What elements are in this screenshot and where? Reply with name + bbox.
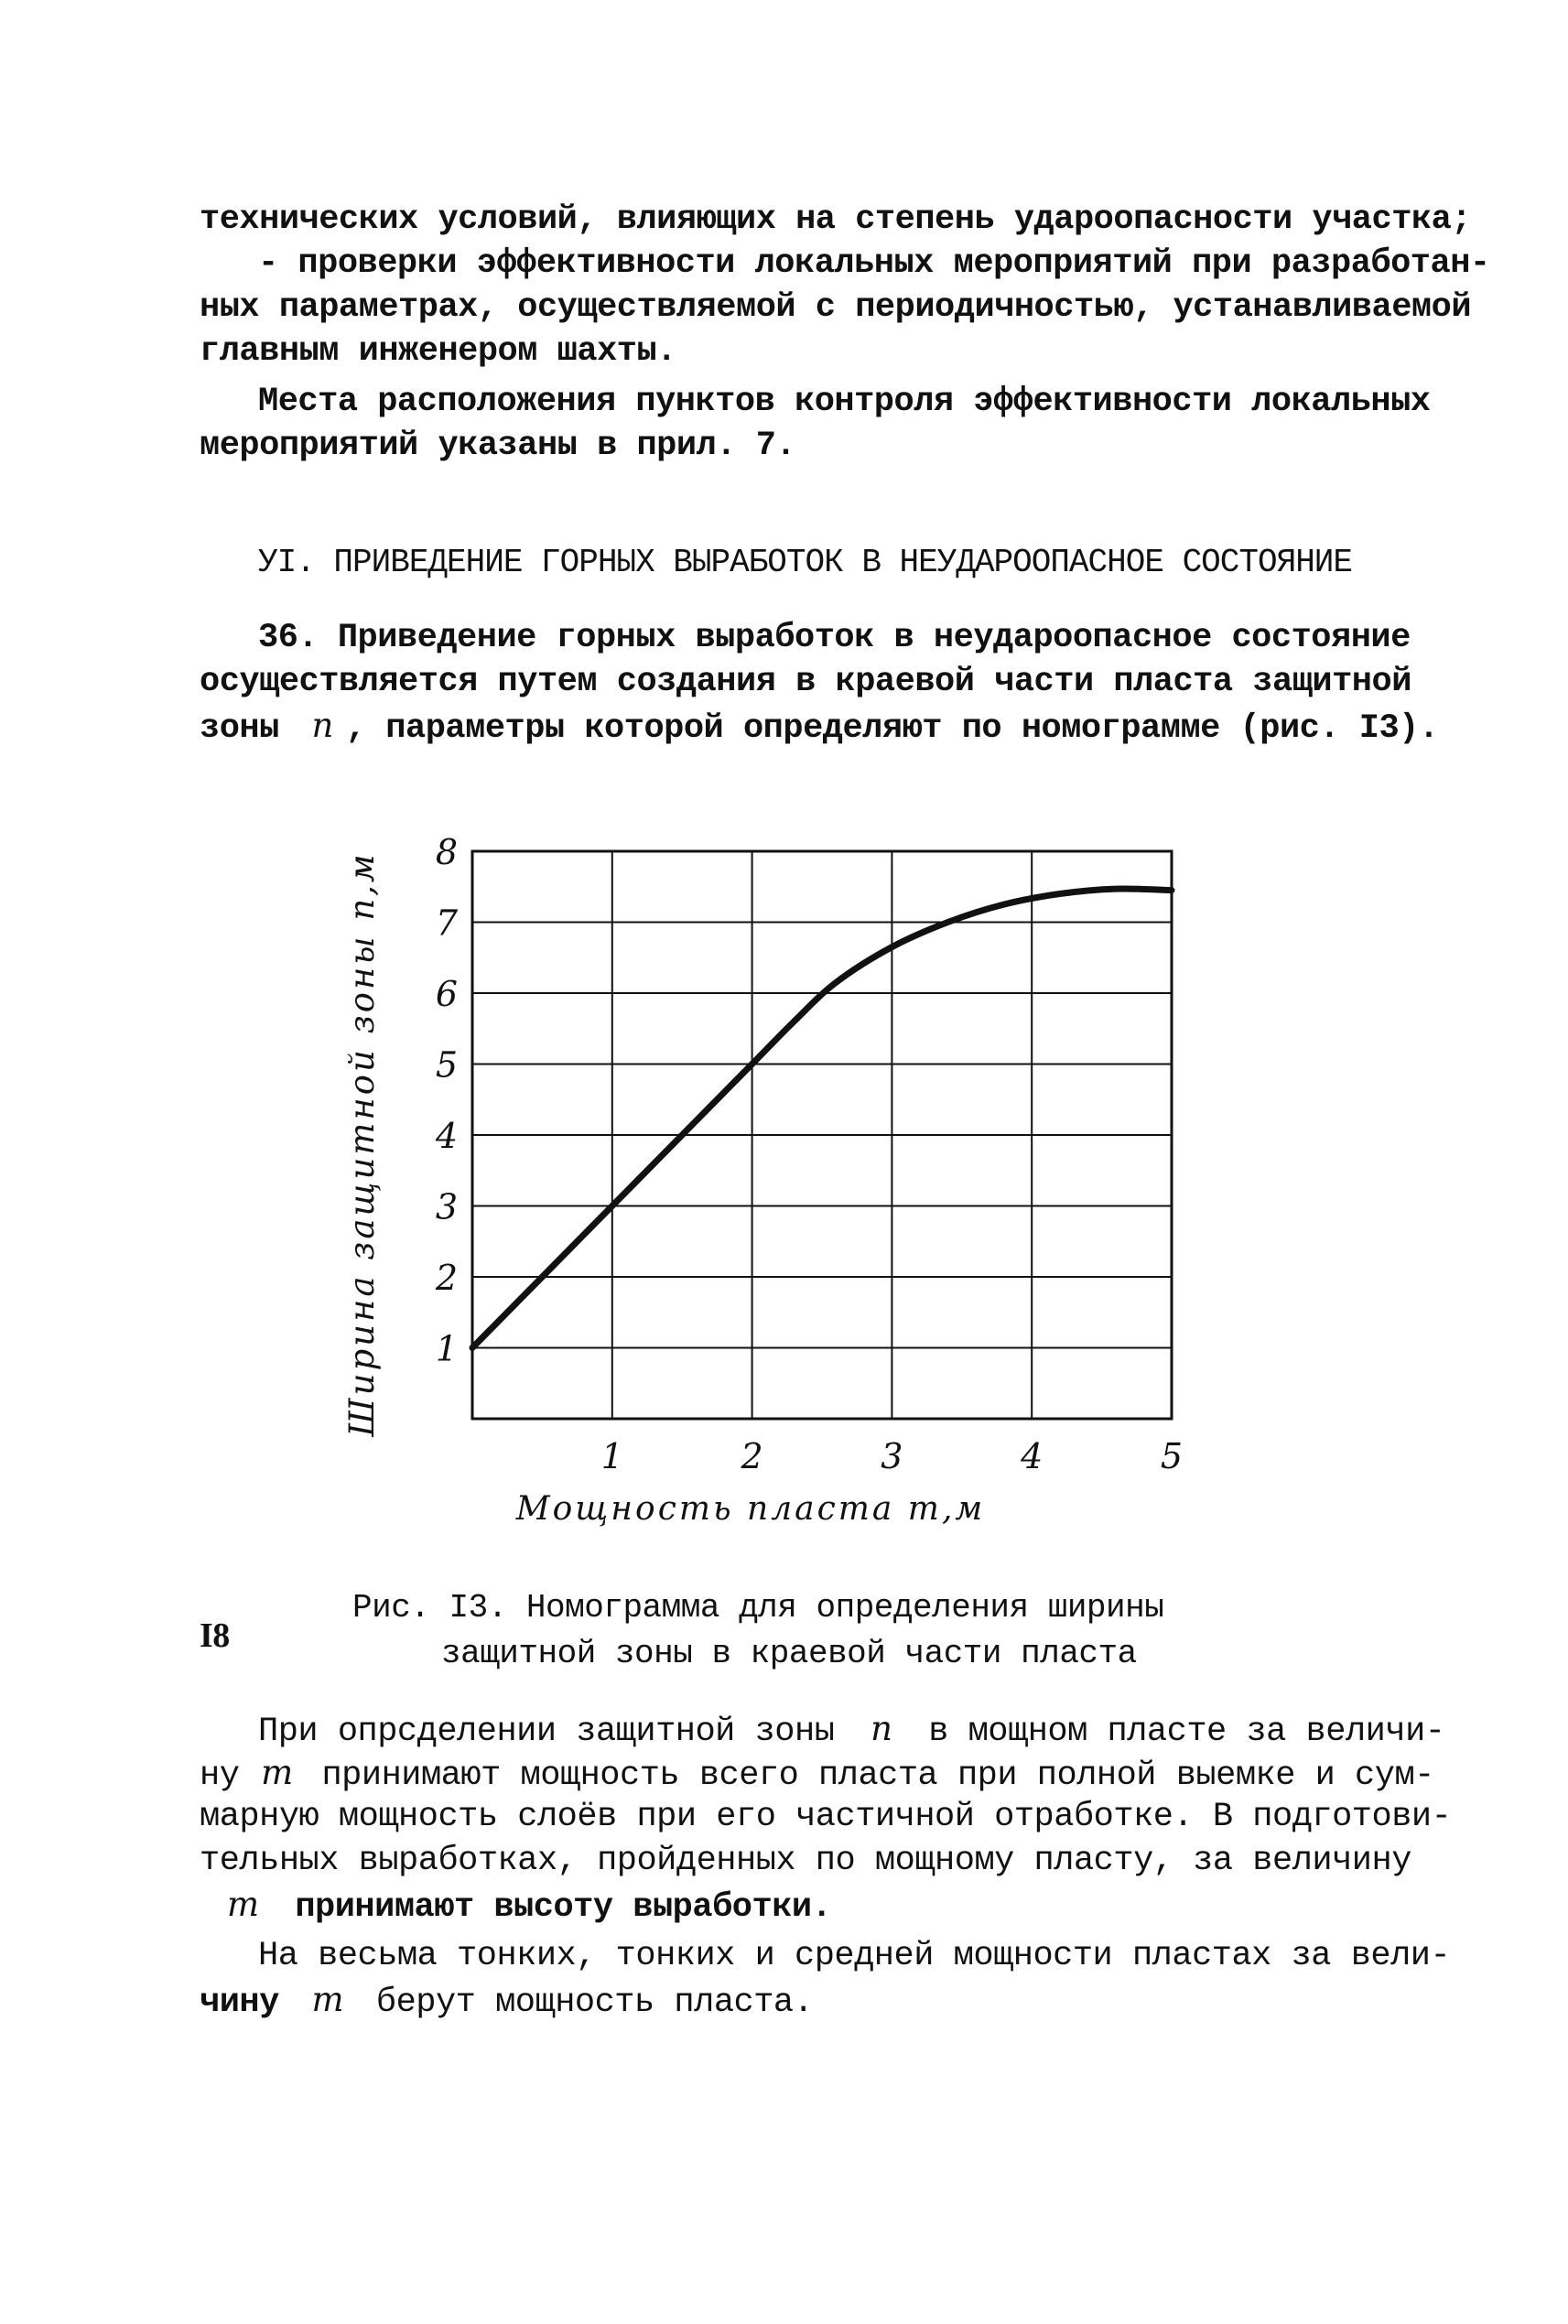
variable-m-1: m	[261, 1753, 293, 1792]
bottom-line-2	[200, 1753, 1434, 1796]
y-tick-label: 6	[435, 974, 459, 1014]
para36-line-2: осуществляется путем создания в краевой части пласта защитной	[200, 663, 1411, 701]
y-tick-labels	[435, 832, 459, 1369]
y-tick-label: 8	[435, 832, 459, 872]
text-line-5: Места расположения пунктов контроля эффективности локальных	[258, 383, 1431, 421]
para36-line-1: 36. Приведение горных выработок в неудароопасное состояние	[258, 619, 1411, 657]
figure-caption-line-1: Рис. I3. Номограмма для определения ширины	[352, 1589, 1164, 1627]
x-tick-label: 4	[1021, 1436, 1044, 1476]
bottom-l2-pre: ну	[200, 1757, 240, 1795]
x-tick-label: 3	[881, 1436, 903, 1476]
para36-line3-pre: зоны	[200, 709, 279, 748]
y-tick-label: 4	[435, 1116, 459, 1156]
x-tick-label: 2	[741, 1436, 763, 1476]
variable-m-3: m	[311, 1980, 344, 2019]
y-tick-label: 2	[435, 1258, 459, 1298]
nomogram-chart	[311, 787, 1227, 1538]
chart-series-line	[472, 889, 1172, 1348]
variable-n: n	[311, 706, 333, 745]
bottom-line-1	[258, 1709, 1444, 1752]
bottom-l2-post: принимают мощность всего пласта при полной выемке и сум-	[321, 1757, 1434, 1795]
x-tick-label: 1	[600, 1436, 623, 1476]
bottom-line-6: На весьма тонких, тонких и средней мощности пластах за вели-	[258, 1937, 1451, 1975]
y-tick-label: 7	[435, 903, 459, 944]
bottom-l1-post: в мощном пласте за величи-	[928, 1713, 1445, 1751]
y-tick-label: 5	[435, 1044, 459, 1086]
bottom-line-4: тельных выработках, пройденных по мощному пласту, за величину	[200, 1842, 1411, 1880]
x-tick-label: 5	[1160, 1436, 1184, 1476]
y-tick-label: 1	[435, 1328, 459, 1369]
text-line-2: - проверки эффективности локальных мероприятий при разработан-	[258, 244, 1490, 283]
section-heading: УI. ПРИВЕДЕНИЕ ГОРНЫХ ВЫРАБОТОК В НЕУДАРООПАСНОЕ СОСТОЯНИЕ	[258, 544, 1353, 581]
bottom-l1-pre: При опрсделении защитной зоны	[258, 1713, 835, 1751]
para36-line3-post: , параметры которой определяют по номограмме (рис. I3).	[345, 709, 1439, 748]
bottom-line-3: марную мощность слоёв при его частичной отработке. В подготови-	[200, 1798, 1452, 1836]
text-line-1: технических условий, влияющих на степень удароопасности участка;	[200, 200, 1472, 239]
bottom-l5-post: принимают высоту выработки.	[295, 1888, 832, 1927]
variable-n-2: n	[871, 1709, 892, 1748]
page-number: I8	[200, 1616, 230, 1655]
x-tick-labels	[601, 1436, 1183, 1476]
text-line-3: ных параметрах, осуществляемой с периодичностью, устанавливаемой	[200, 288, 1472, 327]
bottom-l7-pre: чину	[200, 1984, 279, 2022]
x-axis-label: Мощность пласта m,м	[515, 1490, 986, 1528]
y-axis-label: Ширина защитной зоны n,м	[342, 851, 382, 1437]
y-tick-label: 3	[435, 1186, 459, 1227]
bottom-line-7	[200, 1980, 813, 2023]
text-line-6: мероприятий указаны в прил. 7.	[200, 427, 796, 465]
figure-caption-line-2: защитной зоны в краевой части пласта	[441, 1635, 1137, 1672]
text-line-4: главным инженером шахты.	[200, 332, 676, 371]
bottom-line-5	[227, 1885, 831, 1928]
variable-m-2: m	[227, 1885, 259, 1924]
bottom-l7-post: берут мощность пласта.	[375, 1984, 814, 2022]
chart-grid	[472, 851, 1172, 1419]
para36-line-3	[200, 706, 1439, 749]
